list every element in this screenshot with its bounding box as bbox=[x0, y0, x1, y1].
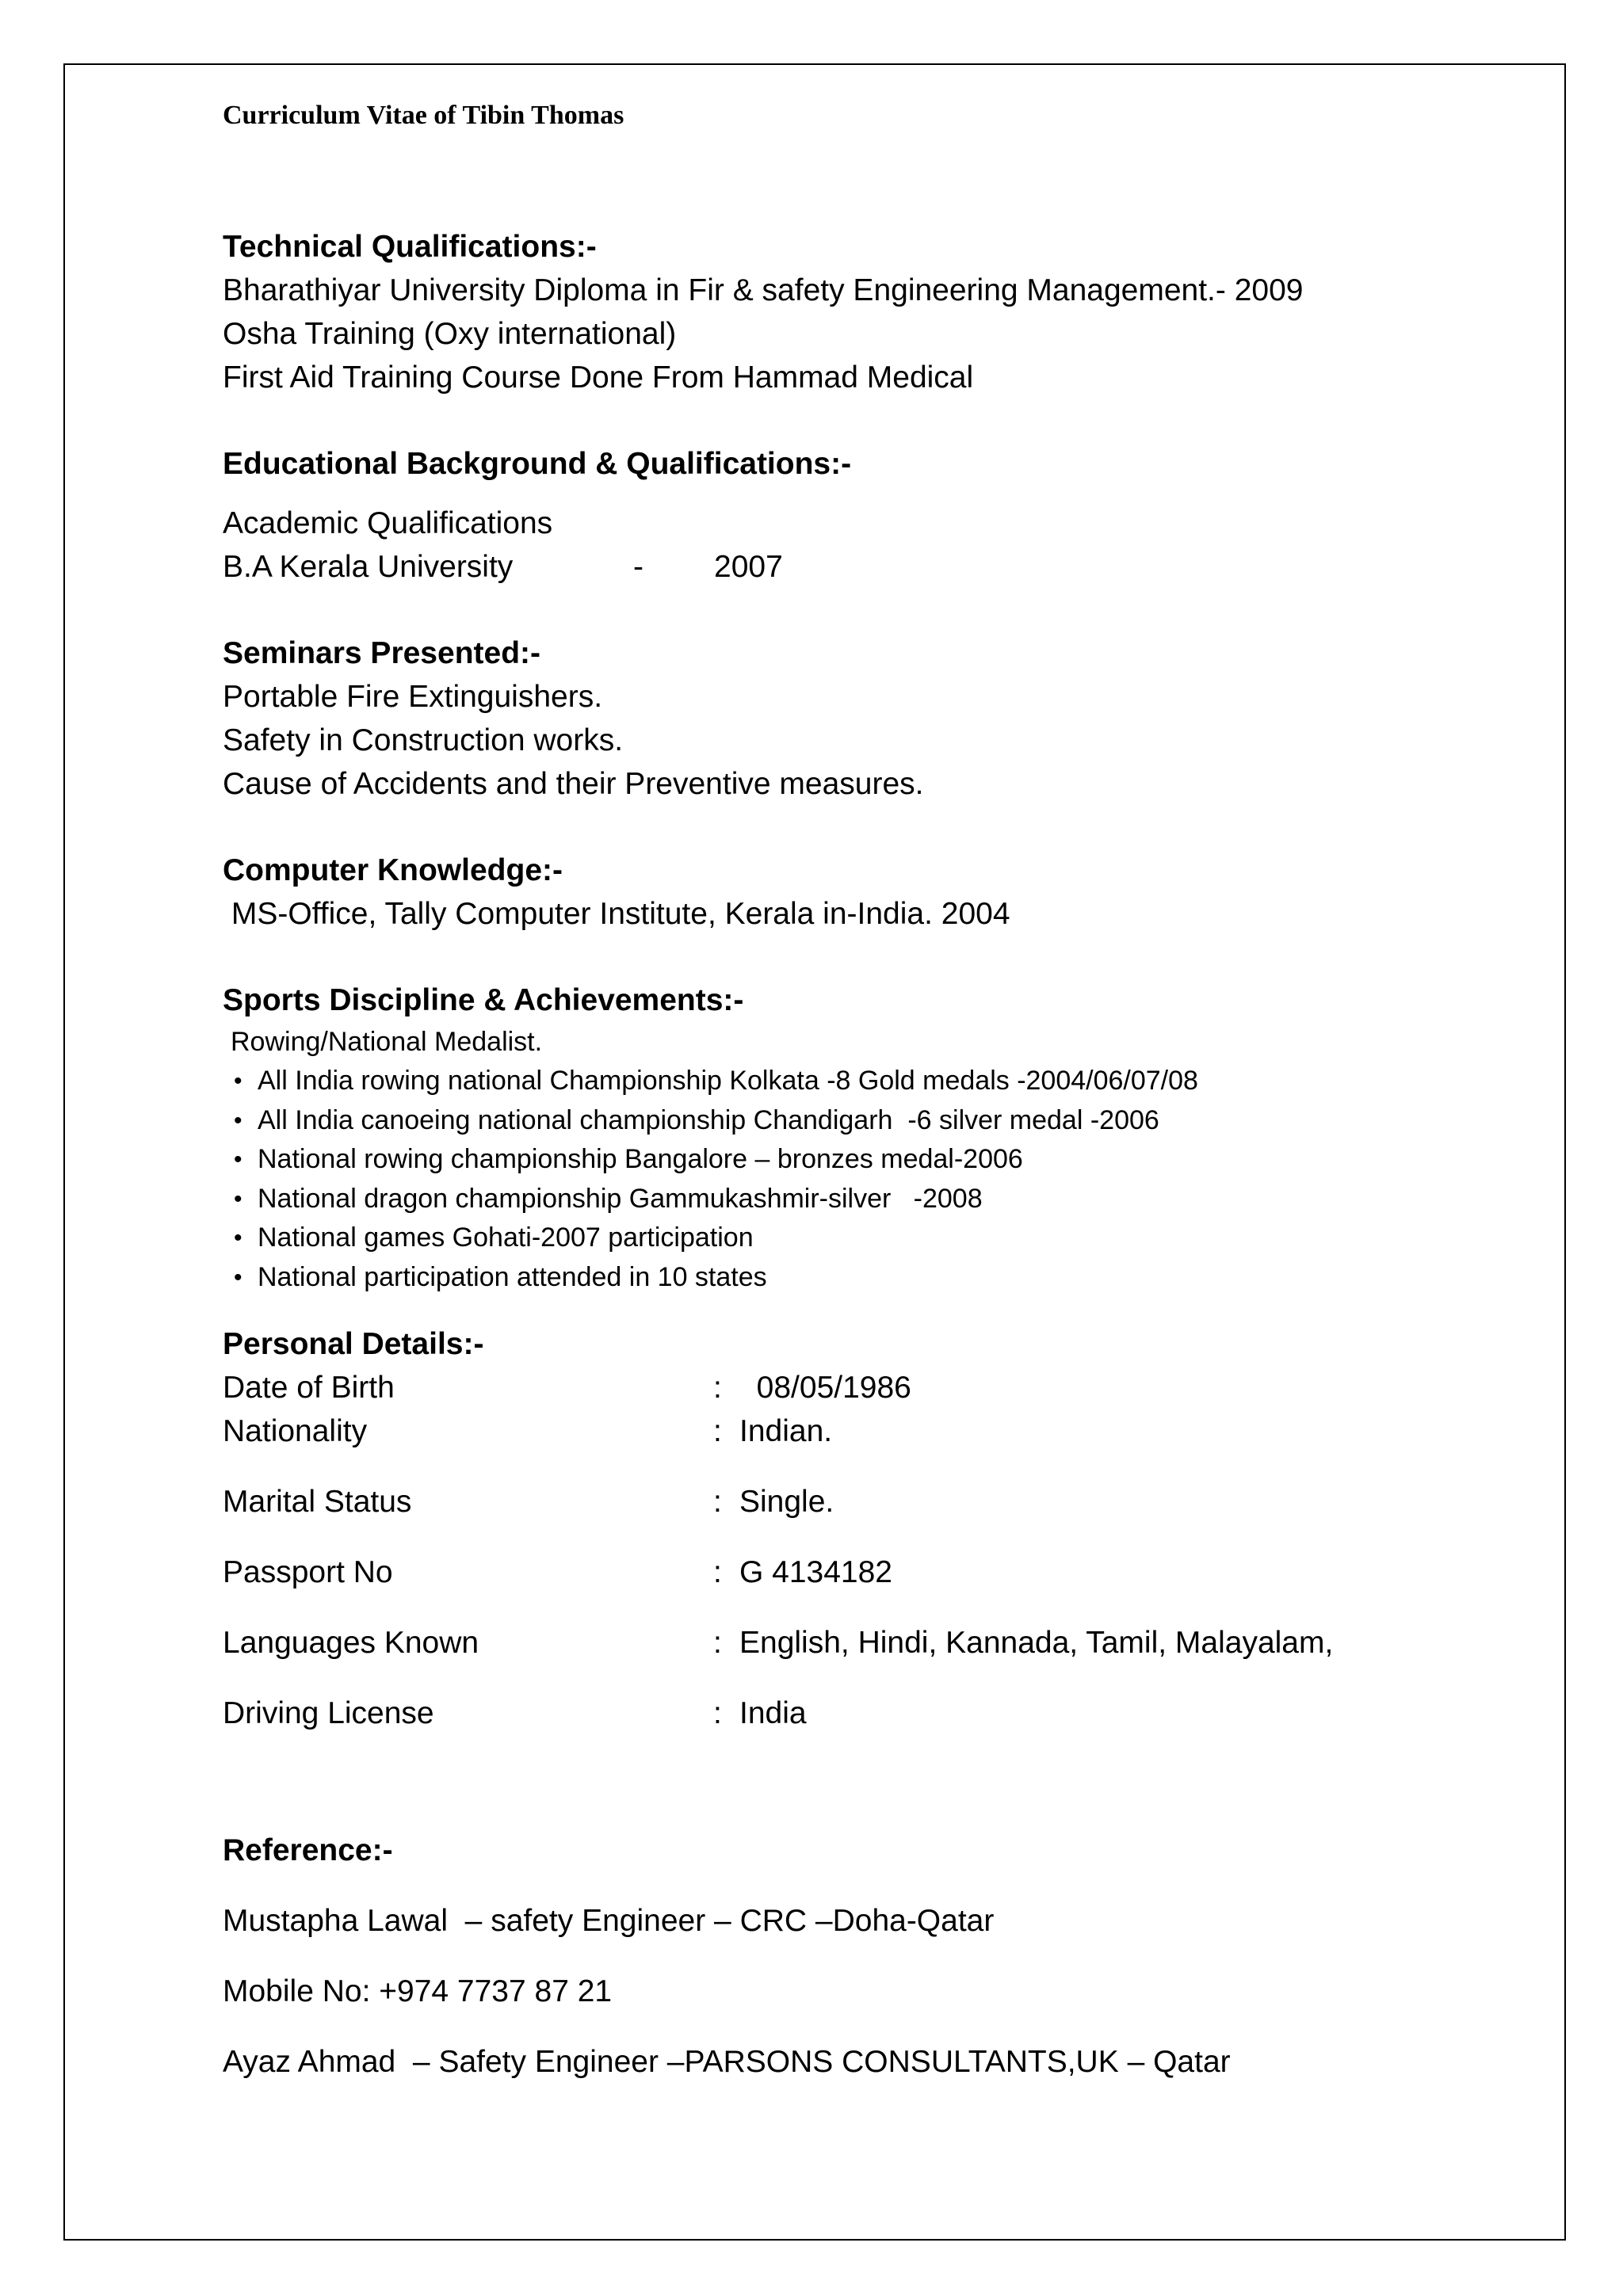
cv-document bbox=[223, 98, 1522, 2111]
personal-label: Date of Birth bbox=[223, 1371, 395, 1405]
education-heading: Educational Background & Qualifications:- bbox=[223, 447, 852, 481]
degree-name: B.A Kerala University bbox=[223, 550, 514, 584]
personal-value: Indian. bbox=[739, 1414, 833, 1448]
personal-row-languages bbox=[223, 1621, 1522, 1665]
personal-separator: : bbox=[713, 1555, 722, 1589]
reference-heading: Reference:- bbox=[223, 1833, 393, 1867]
education-section bbox=[223, 442, 1522, 589]
list-item bbox=[234, 1258, 1522, 1298]
list-item bbox=[234, 1180, 1522, 1219]
personal-row-dob bbox=[223, 1366, 1522, 1409]
achievement-text: National games Gohati-2007 participation bbox=[258, 1222, 754, 1253]
personal-separator: : bbox=[713, 1371, 722, 1405]
sports-intro: Rowing/National Medalist. bbox=[231, 1027, 543, 1057]
personal-row-nationality bbox=[223, 1409, 1522, 1453]
list-item bbox=[234, 1219, 1522, 1258]
computer-knowledge-section bbox=[223, 849, 1522, 936]
technical-qualifications-heading: Technical Qualifications:- bbox=[223, 230, 597, 264]
personal-separator: : bbox=[713, 1626, 722, 1660]
personal-row-marital-status bbox=[223, 1480, 1522, 1524]
bullet-icon: • bbox=[234, 1146, 242, 1173]
personal-label: Passport No bbox=[223, 1555, 393, 1589]
degree-dash: - bbox=[633, 550, 643, 584]
personal-row-driving-license bbox=[223, 1691, 1522, 1735]
degree-year: 2007 bbox=[714, 550, 783, 584]
achievement-text: All India canoeing national championship Chandigarh -6 silver medal -2006 bbox=[258, 1104, 1159, 1135]
personal-value: English, Hindi, Kannada, Tamil, Malayalam, bbox=[739, 1626, 1334, 1660]
achievement-text: All India rowing national Championship Kolkata -8 Gold medals -2004/06/07/08 bbox=[258, 1066, 1198, 1096]
personal-separator: : bbox=[713, 1485, 722, 1519]
bullet-icon: • bbox=[234, 1107, 242, 1134]
personal-row-passport bbox=[223, 1550, 1522, 1594]
achievement-text: National rowing championship Bangalore – bronzes medal-2006 bbox=[258, 1144, 1023, 1174]
seminars-section bbox=[223, 631, 1522, 806]
academic-qualifications-label: Academic Qualifications bbox=[223, 506, 553, 540]
achievement-text: National participation attended in 10 states bbox=[258, 1261, 767, 1292]
personal-label: Languages Known bbox=[223, 1626, 479, 1660]
technical-qualification-item: Osha Training (Oxy international) bbox=[223, 317, 677, 351]
computer-knowledge-text: MS-Office, Tally Computer Institute, Kerala in-India. 2004 bbox=[223, 897, 1010, 931]
personal-details-section bbox=[223, 1322, 1522, 1735]
technical-qualification-item: First Aid Training Course Done From Hammad Medical bbox=[223, 360, 974, 395]
seminar-item: Safety in Construction works. bbox=[223, 723, 624, 757]
seminar-item: Portable Fire Extinguishers. bbox=[223, 680, 603, 714]
technical-qualification-item: Bharathiyar University Diploma in Fir & safety Engineering Management.- 2009 bbox=[223, 273, 1304, 307]
bullet-icon: • bbox=[234, 1225, 242, 1251]
personal-separator: : bbox=[713, 1696, 722, 1730]
reference-line: Mustapha Lawal – safety Engineer – CRC –Doha-Qatar bbox=[223, 1904, 995, 1938]
list-item bbox=[234, 1062, 1522, 1101]
sports-section bbox=[223, 978, 1522, 1297]
personal-value: 08/05/1986 bbox=[739, 1371, 911, 1405]
seminar-item: Cause of Accidents and their Preventive measures. bbox=[223, 767, 924, 801]
bullet-icon: • bbox=[234, 1185, 242, 1212]
personal-value: India bbox=[739, 1696, 807, 1730]
list-item bbox=[234, 1101, 1522, 1141]
sports-achievements-list bbox=[223, 1062, 1522, 1297]
reference-line: Mobile No: +974 7737 87 21 bbox=[223, 1974, 613, 2008]
technical-qualifications-section bbox=[223, 225, 1522, 399]
reference-section bbox=[223, 1829, 1522, 2084]
seminars-heading: Seminars Presented:- bbox=[223, 636, 540, 670]
achievement-text: National dragon championship Gammukashmir-silver -2008 bbox=[258, 1183, 983, 1214]
bullet-icon: • bbox=[234, 1068, 242, 1094]
personal-value: G 4134182 bbox=[739, 1555, 893, 1589]
personal-label: Nationality bbox=[223, 1414, 368, 1448]
personal-label: Marital Status bbox=[223, 1485, 412, 1519]
list-item bbox=[234, 1140, 1522, 1180]
computer-knowledge-heading: Computer Knowledge:- bbox=[223, 853, 563, 887]
personal-details-heading: Personal Details:- bbox=[223, 1327, 484, 1361]
degree-row bbox=[223, 545, 1522, 589]
personal-value: Single. bbox=[739, 1485, 834, 1519]
sports-heading: Sports Discipline & Achievements:- bbox=[223, 983, 744, 1017]
bullet-icon: • bbox=[234, 1264, 242, 1291]
cv-title: Curriculum Vitae of Tibin Thomas bbox=[223, 101, 624, 130]
personal-separator: : bbox=[713, 1414, 722, 1448]
reference-line: Ayaz Ahmad – Safety Engineer –PARSONS CONSULTANTS,UK – Qatar bbox=[223, 2045, 1231, 2079]
personal-label: Driving License bbox=[223, 1696, 434, 1730]
